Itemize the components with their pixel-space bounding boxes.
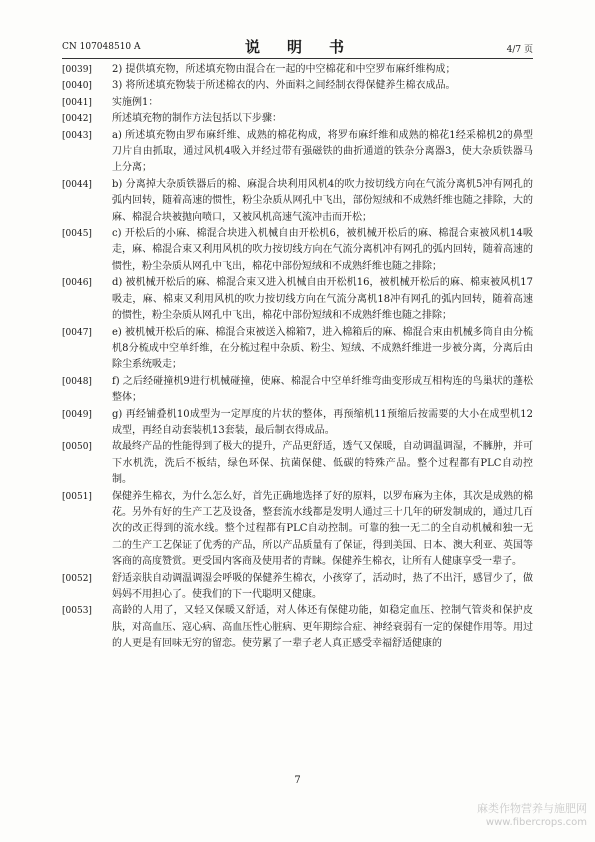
paragraph-0043 [62,128,533,177]
paragraph-text: g) 再经铺叠机10成型为一定厚度的片状的整体，再预缩机11预缩后按需要的大小在成型机12成型，再经自动套装机13套装，最后制衣得成品。 [112,408,533,436]
paragraph-number: [0047] [62,327,92,338]
paragraph-number: [0053] [62,606,92,617]
paragraph-number: [0049] [62,409,92,420]
watermark-url: www.fibercrops.com [485,817,587,828]
paragraph-0045 [62,226,533,275]
paragraph-number: [0041] [62,97,92,108]
paragraph-0052 [62,571,533,604]
paragraph-text: c) 开松后的小麻、棉混合块进入机械自由开松机6，被机械开松后的麻、棉混合束被风机14吸走，麻、棉混合束又利用风机的吹力按切线方向在气流分离机冲有网孔的弧内回转，随着高速的惯性，粉尘杂质从网孔中飞出，棉花中部份短绒和不成熟纤维也随之排除； [112,228,533,272]
paragraph-text: 故最终产品的性能得到了极大的提升，产品更舒适，透气又保暖，自动调温调湿，不臃肿，并可下水机洗，洗后不板结，绿色环保、抗菌保健、低碳的特殊产品。整个过程都有PLC自动控制。 [112,441,533,486]
page-header [62,36,533,58]
document-title: 说 明 书 [244,38,350,56]
paragraph-text: d) 被机械开松后的麻、棉混合束又进入机械自由开松机16，被机械开松后的麻、棉束被风机17吸走，麻、棉束又利用风机的吹力按切线方向在气流分离机18冲有网孔的弧内回转，随着高速的惯性，粉尘杂质从网孔中飞出，棉花中部份短绒和不成熟纤维也随之排除； [112,277,533,322]
paragraph-text: 高龄的人用了，又轻又保暖又舒适，对人体还有保健功能，如稳定血压、控制气管炎和保护皮肤，对高血压、寇心病、高血压性心脏病、更年期综合症、神经衰弱有一定的保健作用等。用过的人更是有回味无穷的留恋。使劳累了一辈子老人真正感受幸福舒适健康的 [112,605,533,650]
paragraph-number: [0043] [62,130,92,141]
paragraph-0047 [62,325,533,374]
paragraph-0044 [62,177,533,226]
paragraph-number: [0042] [62,114,92,125]
paragraph-0049 [62,407,533,440]
paragraph-text: 实施例1： [112,96,159,108]
paragraph-text: 3) 将所述填充物装于所述棉衣的内、外面料之间经制衣得保健养生棉衣成品。 [112,80,456,92]
paragraph-text: 保健养生棉衣，为什么怎么好，首先正确地选择了好的原料，以罗布麻为主体，其次是成熟的棉花。另外有好的生产工艺及设备，整套流水线都是发明人通过三十几年的研发制成的，通过几百次的改正得到的流水线。整个过程都有PLC自动控制。可靠的独一无二的全自动机械和独一无二的生产工艺保证了优秀的产品，所以产品质量有了保证，得到美国、日本、澳大利亚、英国等客商的高度赞赏。更受国内客商及使用者的青睐。保健养生棉衣，让所有人健康享受一辈子。 [112,490,533,568]
paragraph-number: [0050] [62,442,92,453]
paragraph-0048 [62,374,533,407]
page-info: 4/7 页 [506,45,533,55]
paragraph-number: [0051] [62,491,92,502]
paragraph-0041 [62,95,533,111]
paragraph-text: b) 分离掉大杂质铁器后的棉、麻混合块利用风机4的吹力按切线方向在气流分离机5冲有网孔的弧内回转，随着高速的惯性，粉尘杂质从网孔中飞出，部份短绒和不成熟纤维也随之排除，大的麻、棉混合块被抛向喷口，又被风机高速气流冲击而开松； [112,178,533,223]
paragraph-number: [0052] [62,573,92,584]
paragraph-0039 [62,62,533,78]
paragraph-number: [0044] [62,179,92,190]
paragraph-text: 舒适亲肤自动调温调湿会呼吸的保健养生棉衣，小孩穿了，活动时，热了不出汗，感冒少了，做妈妈不用担心了。使我们的下一代聪明又健康。 [112,572,533,600]
paragraph-0040 [62,78,533,94]
document-body [62,62,533,653]
watermark-site-name: 麻类作物营养与施肥网 [477,802,587,815]
page-number: 7 [294,775,301,786]
paragraph-0053 [62,603,533,652]
header-divider [62,58,533,59]
paragraph-0042 [62,111,533,127]
paragraph-text: e) 被机械开松后的麻、棉混合束被送入棉箱7，进入棉箱后的麻、棉混合束由机械多筒自由分梳机8分梳成中空单纤维，在分梳过程中杂质、粉尘、短绒、不成熟纤维进一步被分离，分离后由除尘系统吸走； [112,326,533,371]
paragraph-text: 2) 提供填充物，所述填充物由混合在一起的中空棉花和中空罗布麻纤维构成； [112,64,456,75]
paragraph-0050 [62,439,533,488]
publication-number: CN 107048510 A [62,42,141,52]
paragraph-number: [0048] [62,376,92,387]
paragraph-text: 所述填充物的制作方法包括以下步骤： [112,113,282,125]
paragraph-0051 [62,489,533,571]
paragraph-number: [0045] [62,229,92,240]
paragraph-number: [0040] [62,81,92,92]
paragraph-0046 [62,275,533,324]
paragraph-text: a) 所述填充物由罗布麻纤维、成熟的棉花构成，将罗布麻纤维和成熟的棉花1经采棉机2的鼻型刀片自由抓取，通过风机4吸入并经过带有强磁铁的曲折通道的铁杂分离器3，使大杂质铁器马上分离； [112,129,533,174]
paragraph-text: f) 之后经碰撞机9进行机械碰撞，使麻、棉混合中空单纤维弯曲变形成互相构连的鸟巢状的蓬松整体； [112,375,533,404]
paragraph-number: [0046] [62,278,92,289]
paragraph-number: [0039] [62,65,92,75]
site-watermark [477,802,587,830]
